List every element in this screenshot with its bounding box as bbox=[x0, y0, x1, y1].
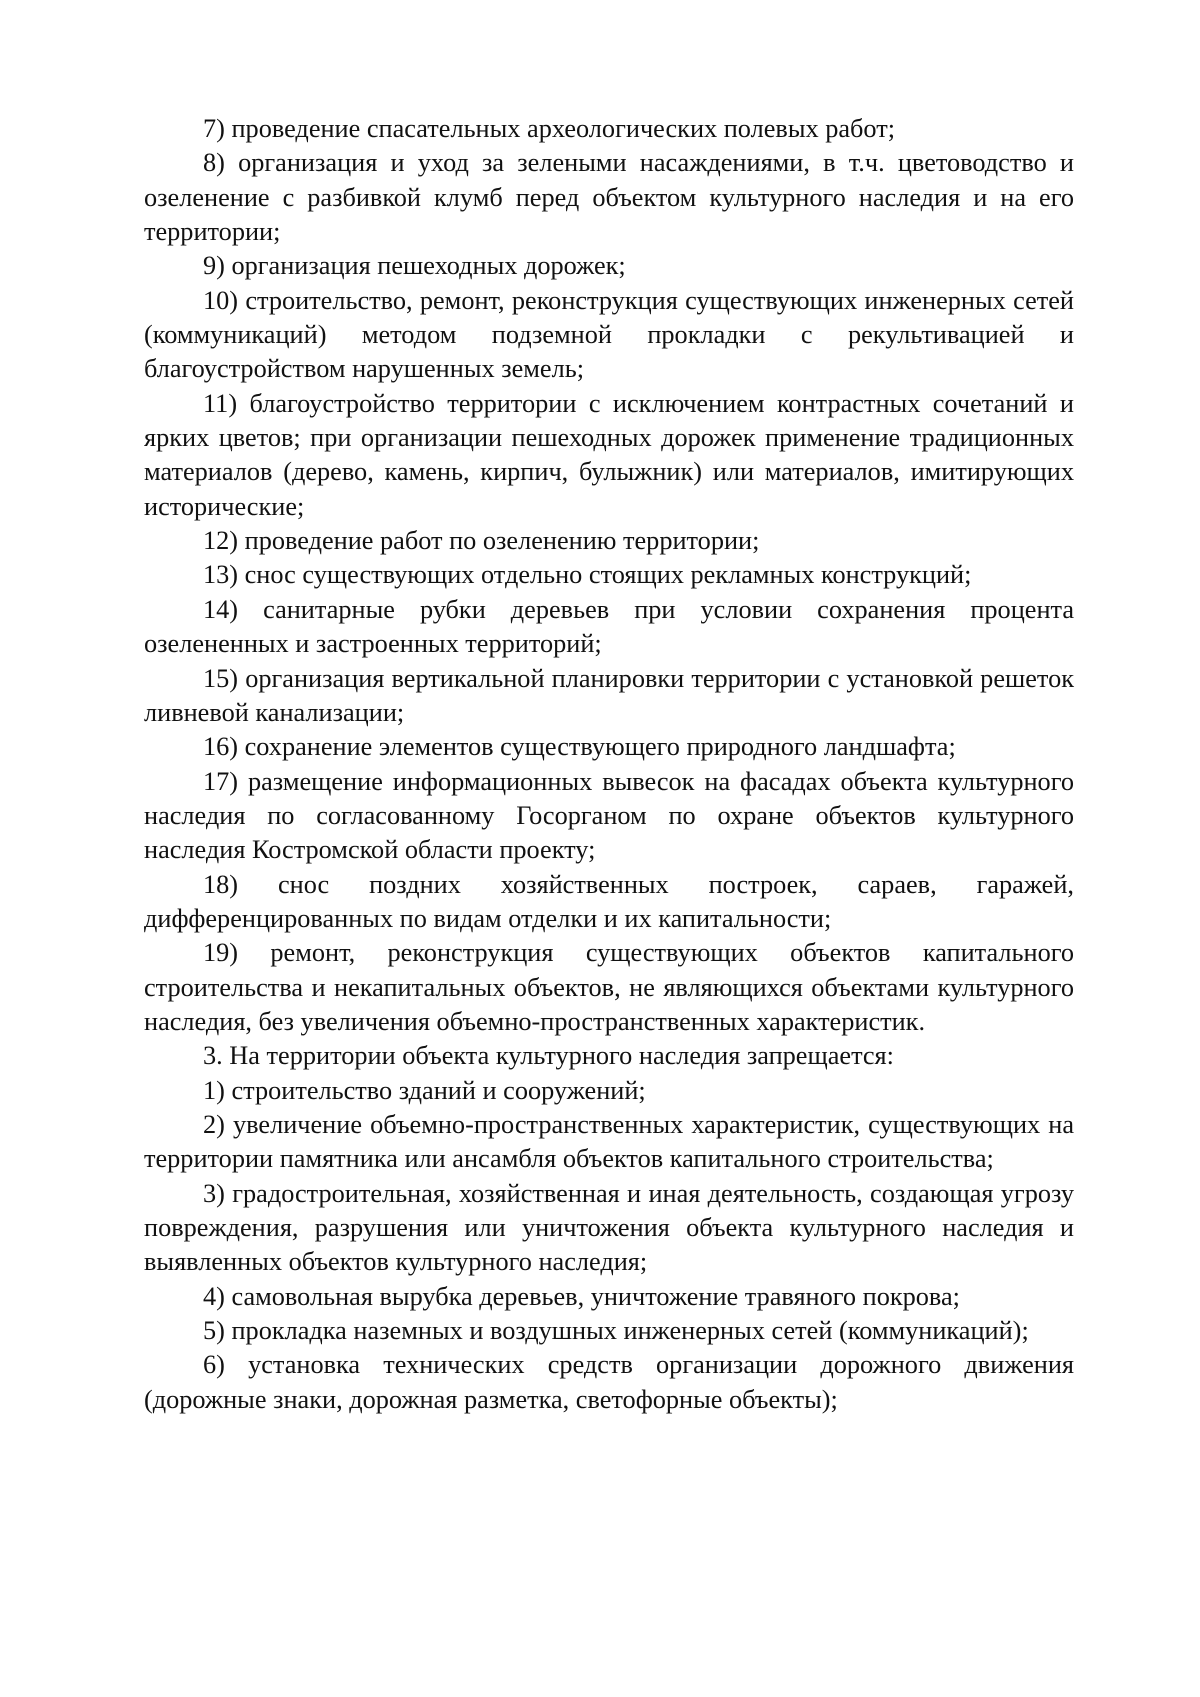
document-body bbox=[144, 112, 1074, 1417]
list-item-17-information-signs: 17) размещение информационных вывесок на фасадах объекта культурного наследия по согласованному Госорганом по охране объектов культурного наследия Костромской области проекту; bbox=[144, 766, 1074, 865]
prohibited-item-4: 4) самовольная вырубка деревьев, уничтожение травяного покрова; bbox=[203, 1281, 960, 1311]
prohibited-item-5: 5) прокладка наземных и воздушных инженерных сетей (коммуникаций); bbox=[203, 1316, 1029, 1346]
list-item-11-landscaping: 11) благоустройство территории с исключением контрастных сочетаний и ярких цветов; при организации пешеходных дорожек применение традиционных материалов (дерево, камень, кирпич, булыжник) или материалов, имитирующих исторические; bbox=[144, 388, 1074, 521]
prohibited-item-2: 2) увеличение объемно-пространственных характеристик, существующих на территории памятника или ансамбля объектов капитального строительства; bbox=[144, 1109, 1074, 1174]
list-item-16-landscape-preservation: 16) сохранение элементов существующего природного ландшафта; bbox=[203, 732, 956, 762]
list-item-7-archaeology: 7) проведение спасательных археологических полевых работ; bbox=[203, 114, 896, 143]
list-item-15-vertical-planning: 15) организация вертикальной планировки территории с установкой решеток ливневой канализации; bbox=[144, 663, 1074, 727]
prohibited-item-1: 1) строительство зданий и сооружений; bbox=[203, 1075, 646, 1105]
list-item-8-green-spaces: 8) организация и уход за зелеными насаждениями, в т.ч. цветоводство и озеленение с разбивкой клумб перед объектом культурного наследия и на его территории; bbox=[144, 148, 1074, 247]
prohibited-item-6: 6) установка технических средств организации дорожного движения (дорожные знаки, дорожная разметка, светофорные объекты); bbox=[144, 1350, 1074, 1414]
list-item-9-footpaths: 9) организация пешеходных дорожек; bbox=[203, 251, 626, 281]
section-3-heading: 3. На территории объекта культурного наследия запрещается: bbox=[203, 1041, 894, 1071]
list-item-13-advertising-removal: 13) снос существующих отдельно стоящих рекламных конструкций; bbox=[203, 560, 972, 590]
list-item-14-sanitary-felling: 14) санитарные рубки деревьев при условии сохранения процента озелененных и застроенных территорий; bbox=[144, 594, 1074, 659]
prohibited-item-3: 3) градостроительная, хозяйственная и иная деятельность, создающая угрозу повреждения, разрушения или уничтожения объекта культурного наследия и выявленных объектов культурного наследия; bbox=[144, 1178, 1074, 1277]
list-item-19-reconstruction: 19) ремонт, реконструкция существующих объектов капитального строительства и некапитальных объектов, не являющихся объектами культурного наследия, без увеличения объемно-пространственных характеристик. bbox=[144, 938, 1074, 1036]
list-item-10-engineering-networks: 10) строительство, ремонт, реконструкция существующих инженерных сетей (коммуникаций) методом подземной прокладки с рекультивацией и благоустройством нарушенных земель; bbox=[144, 285, 1074, 384]
list-item-18-outbuildings-removal: 18) снос поздних хозяйственных построек, сараев, гаражей, дифференцированных по видам отделки и их капитальности; bbox=[144, 869, 1074, 933]
list-item-12-greening: 12) проведение работ по озеленению территории; bbox=[203, 526, 760, 556]
